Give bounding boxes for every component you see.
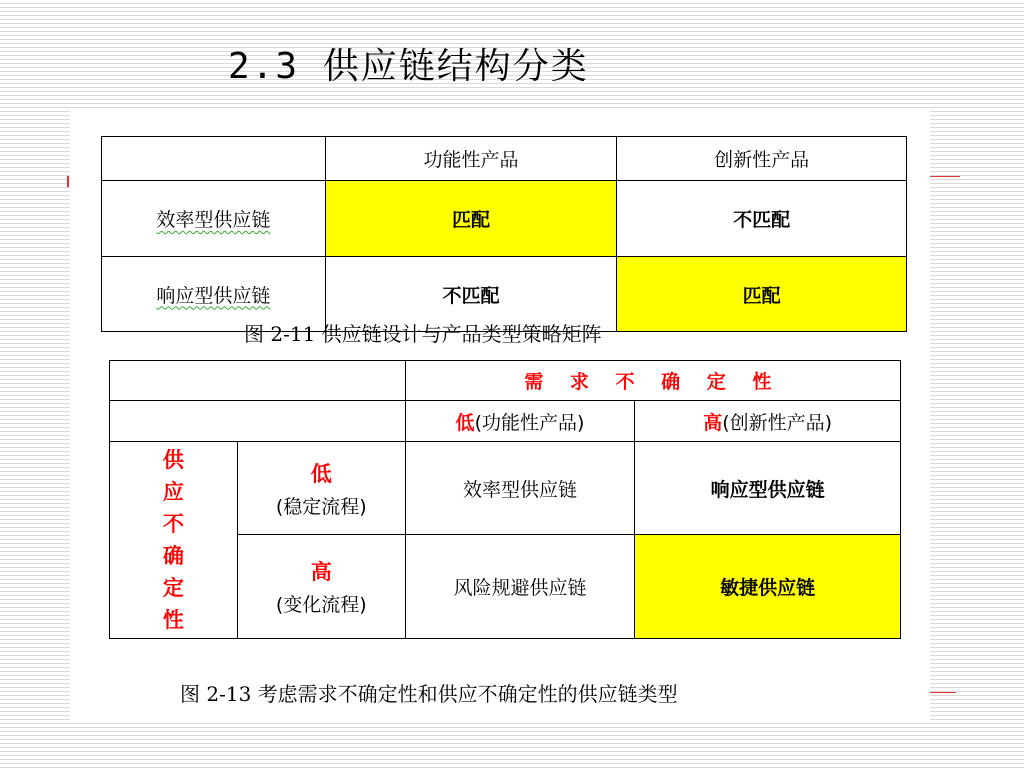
row-label-efficient <box>102 181 326 257</box>
table-row <box>102 181 907 257</box>
table-header-row <box>102 137 907 181</box>
right-red-rule-top <box>930 176 960 177</box>
efficient-chain-cell: 效率型供应链 <box>405 442 635 535</box>
strategy-matrix-table <box>101 136 907 332</box>
product-type-text: (创新性产品) <box>722 411 833 434</box>
uncertainty-matrix-table <box>109 360 901 639</box>
match-cell: 匹配 <box>617 257 907 332</box>
row-label-text: 响应型供应链 <box>156 284 271 307</box>
level-text: 高 <box>703 411 723 434</box>
product-type-text: (功能性产品) <box>474 411 585 434</box>
level-text: 高 <box>310 560 332 584</box>
agile-chain-cell: 敏捷供应链 <box>635 535 901 639</box>
table-row <box>110 442 901 535</box>
demand-level-row <box>110 401 901 442</box>
figure-caption-2-11: 图 2-11 供应链设计与产品类型策略矩阵 <box>244 322 602 346</box>
demand-low-cell <box>405 401 635 442</box>
demand-uncertainty-header <box>405 361 900 401</box>
slide-title: 2.3 供应链结构分类 <box>228 46 589 87</box>
process-type-text: (稳定流程) <box>275 495 367 518</box>
process-type-text: (变化流程) <box>275 594 367 616</box>
empty-corner-cell <box>110 401 406 442</box>
supply-high-cell <box>237 535 405 639</box>
supply-header-text: 供应不确定性 <box>162 448 184 632</box>
empty-corner-cell <box>110 361 406 401</box>
col-header-functional: 功能性产品 <box>325 137 617 181</box>
supply-uncertainty-header <box>110 442 238 639</box>
risk-hedging-chain-cell: 风险规避供应链 <box>405 535 635 639</box>
level-text: 低 <box>455 411 475 434</box>
demand-header-text: 需 求 不 确 定 性 <box>524 371 782 393</box>
figure-caption-2-13: 图 2-13 考虑需求不确定性和供应不确定性的供应链类型 <box>180 682 678 706</box>
left-red-tick <box>67 176 69 187</box>
mismatch-cell: 不匹配 <box>617 181 907 257</box>
responsive-chain-cell: 响应型供应链 <box>635 442 901 535</box>
mismatch-cell: 不匹配 <box>325 257 617 332</box>
level-text: 低 <box>310 461 332 486</box>
col-header-innovative: 创新性产品 <box>617 137 907 181</box>
row-label-text: 效率型供应链 <box>156 209 271 231</box>
empty-corner-cell <box>102 137 326 181</box>
match-cell: 匹配 <box>325 181 617 257</box>
supply-low-cell <box>237 442 405 535</box>
demand-header-row <box>110 361 901 401</box>
demand-high-cell <box>635 401 901 442</box>
right-red-rule-bottom <box>930 692 956 693</box>
